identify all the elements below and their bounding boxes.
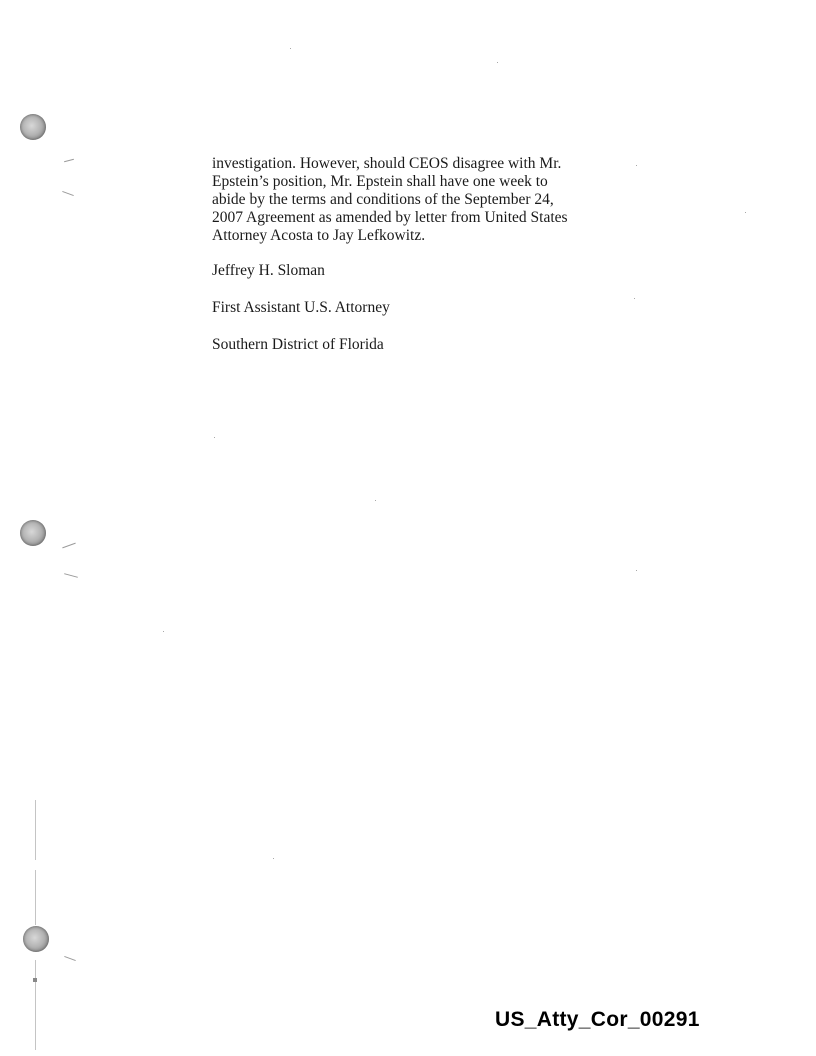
signatory-name: Jeffrey H. Sloman (212, 262, 325, 279)
signatory-district: Southern District of Florida (212, 336, 384, 353)
paragraph-line: 2007 Agreement as amended by letter from United States (212, 209, 568, 226)
scan-mark (33, 978, 37, 982)
scan-mark (64, 573, 78, 578)
letter-body (212, 155, 642, 354)
signatory-title: First Assistant U.S. Attorney (212, 299, 390, 316)
bates-number: US_Atty_Cor_00291 (495, 1008, 700, 1031)
paragraph-line: Attorney Acosta to Jay Lefkowitz. (212, 227, 426, 244)
paragraph-line: Epstein’s position, Mr. Epstein shall have one week to (212, 173, 548, 190)
scan-mark (62, 543, 75, 549)
scan-mark (745, 212, 746, 213)
scan-mark (273, 858, 274, 859)
scan-mark (375, 500, 376, 501)
paragraph-line: investigation. However, should CEOS disagree with Mr. (212, 155, 562, 172)
scan-mark (290, 48, 291, 49)
scan-mark (64, 956, 76, 961)
scan-mark (497, 62, 498, 63)
punch-hole (20, 520, 46, 546)
scan-mark (62, 191, 74, 196)
paragraph-line: abide by the terms and conditions of the September 24, (212, 191, 554, 208)
scan-mark (64, 159, 74, 163)
scan-mark (35, 870, 36, 925)
scan-mark (35, 960, 36, 1050)
scan-mark (163, 631, 164, 632)
scan-mark (35, 800, 36, 860)
scan-mark (636, 570, 637, 571)
punch-hole (23, 926, 49, 952)
scan-mark (214, 437, 215, 438)
closing-paragraph (212, 155, 642, 245)
punch-hole (20, 114, 46, 140)
